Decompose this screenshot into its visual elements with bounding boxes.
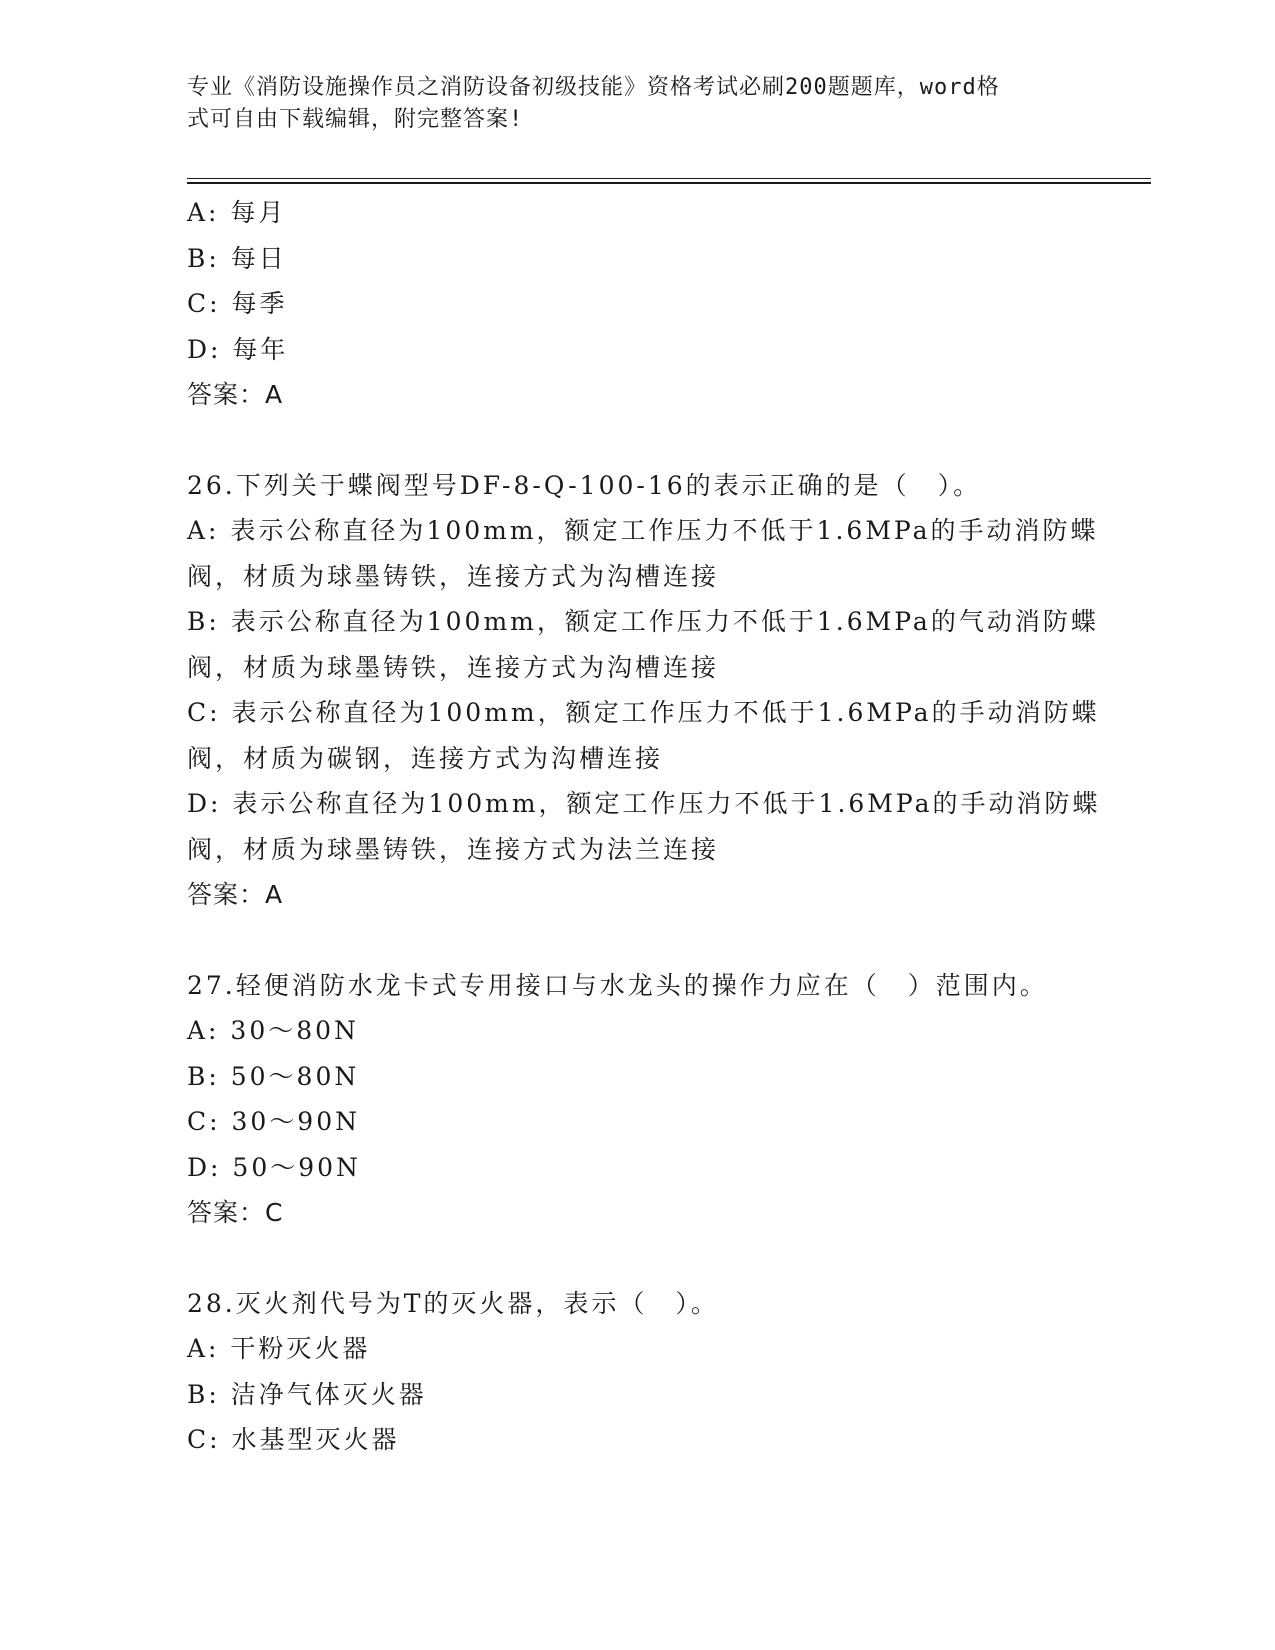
option-c: C: 30～90N bbox=[187, 1107, 360, 1136]
option-c-line-2: 阀，材质为碳钢，连接方式为沟槽连接 bbox=[187, 743, 664, 773]
header-divider-thin bbox=[187, 178, 1151, 179]
option-a: A: 每月 bbox=[187, 198, 287, 227]
answer-line: 答案：A bbox=[187, 380, 284, 409]
spacer bbox=[187, 918, 1087, 963]
question-list bbox=[187, 190, 1101, 1463]
option-c: C: 水基型灭火器 bbox=[187, 1425, 400, 1454]
option-c-line-1: C: 表示公称直径为100mm，额定工作压力不低于1.6MPa的手动消防蝶 bbox=[187, 698, 1100, 727]
answer-line: 答案：C bbox=[187, 1198, 284, 1227]
option-b-line-1: B: 表示公称直径为100mm，额定工作压力不低于1.6MPa的气动消防蝶 bbox=[187, 607, 1099, 636]
question-stem: 28.灭火剂代号为T的灭火器，表示（ ）。 bbox=[187, 1288, 719, 1318]
header-line-2: 式可自由下载编辑，附完整答案! bbox=[187, 107, 524, 132]
option-b-line-2: 阀，材质为球墨铸铁，连接方式为沟槽连接 bbox=[187, 652, 720, 682]
question-25-options bbox=[187, 190, 1087, 418]
answer-line: 答案：A bbox=[187, 880, 284, 909]
option-a: A: 干粉灭火器 bbox=[187, 1334, 371, 1363]
question-27 bbox=[187, 963, 1087, 1236]
option-a: A: 30～80N bbox=[187, 1016, 359, 1045]
option-c: C: 每季 bbox=[187, 289, 288, 318]
spacer bbox=[187, 1236, 1087, 1281]
option-a-line-1: A: 表示公称直径为100mm，额定工作压力不低于1.6MPa的手动消防蝶 bbox=[187, 516, 1099, 545]
option-b: B: 每日 bbox=[187, 243, 287, 273]
document-header bbox=[187, 72, 1067, 136]
option-d-line-1: D: 表示公称直径为100mm，额定工作压力不低于1.6MPa的手动消防蝶 bbox=[187, 789, 1101, 818]
option-b: B: 50～80N bbox=[187, 1061, 360, 1091]
option-d: D: 每年 bbox=[187, 334, 289, 364]
header-divider-thick bbox=[187, 182, 1151, 184]
question-26 bbox=[187, 463, 1101, 918]
option-b: B: 洁净气体灭火器 bbox=[187, 1379, 427, 1409]
option-a-line-2: 阀，材质为球墨铸铁，连接方式为沟槽连接 bbox=[187, 561, 720, 591]
option-d-line-2: 阀，材质为球墨铸铁，连接方式为法兰连接 bbox=[187, 834, 720, 864]
question-28 bbox=[187, 1281, 1087, 1463]
question-stem: 26.下列关于蝶阀型号DF-8-Q-100-16的表示正确的是（ ）。 bbox=[187, 470, 982, 500]
header-line-1: 专业《消防设施操作员之消防设备初级技能》资格考试必刷200题题库，word格 bbox=[187, 75, 1000, 100]
spacer bbox=[187, 418, 1087, 463]
option-d: D: 50～90N bbox=[187, 1152, 361, 1182]
question-stem: 27.轻便消防水龙卡式专用接口与水龙头的操作力应在（ ）范围内。 bbox=[187, 970, 1048, 1000]
